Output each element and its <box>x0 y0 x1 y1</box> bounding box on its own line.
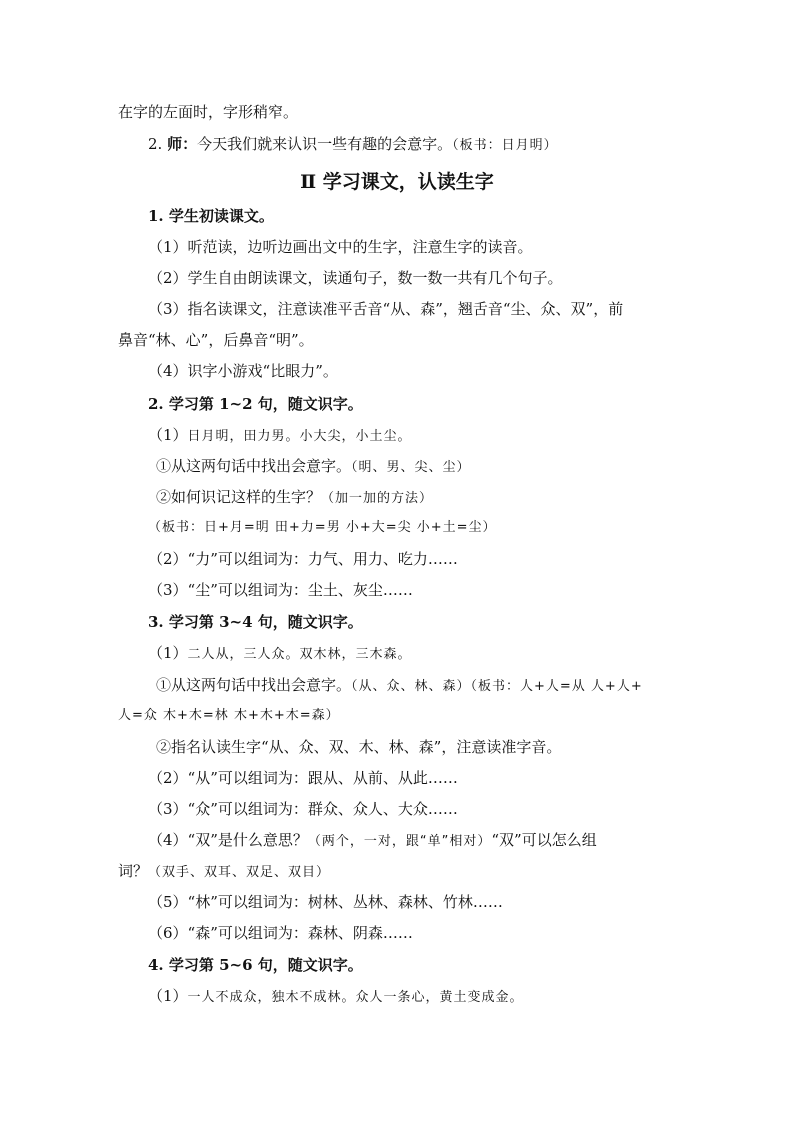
paragraph-line <box>156 487 794 509</box>
paragraph-line: （1）听范读，边听边画出文中的生字，注意生字的读音。 <box>148 238 533 256</box>
paragraph-line <box>148 643 794 665</box>
paragraph-line <box>118 102 794 122</box>
paragraph-line: （3）指名读课文，注意读准平舌音“从、森”，翘舌音“尘、众、双”，前 <box>148 300 624 318</box>
paragraph-line: （2）学生自由朗读课文，读通句子，数一数一共有几个句子。 <box>148 269 563 287</box>
paragraph-line: （2）“力”可以组词为：力气、用力、吃力…… <box>148 550 458 568</box>
paragraph-line: （3）“尘”可以组词为：尘土、灰尘…… <box>148 581 413 599</box>
list-number: 2. <box>148 135 168 153</box>
text: ②如何识记这样的生字？ <box>156 488 322 506</box>
paragraph-line: （2）“从”可以组词为：跟从、从前、从此…… <box>148 769 458 787</box>
text: 今天我们就来认识一些有趣的会意字。 <box>197 135 453 153</box>
paragraph-line: （5）“林”可以组词为：树林、丛林、森林、竹林…… <box>148 893 503 911</box>
answer-note: （两个，一对，跟“单”相对） <box>307 834 492 849</box>
paragraph-line: 鼻音“林、心”，后鼻音“明”。 <box>118 331 314 349</box>
text: （1） <box>148 426 188 444</box>
text: 在字的左面时，字形稍窄。 <box>118 103 299 121</box>
step-heading: 1. 学生初读课文。 <box>148 207 274 225</box>
answer-note: （双手、双耳、双足、双目） <box>148 865 331 880</box>
paragraph-line <box>156 675 794 697</box>
step-heading: 4. 学习第 5~6 句，随文识字。 <box>148 956 363 974</box>
answer-note: （加一加的方法） <box>321 491 434 506</box>
paragraph-line <box>148 134 794 156</box>
text: ①从这两句话中找出会意字。 <box>156 457 352 475</box>
paragraph-line: （6）“森”可以组词为：森林、阴森…… <box>148 924 413 942</box>
verse-text: 二人从，三人众。双木林，三木森。 <box>187 647 412 662</box>
answer-note: （从、众、林、森）（板书：人+人=从 人+人+ <box>351 679 643 694</box>
board-note: （板书：日月明） <box>452 138 558 153</box>
text: （4）“双”是什么意思？ <box>148 831 308 849</box>
board-note: （板书：日+月=明 田+力=男 小+大=尖 小+土=尘） <box>148 520 497 535</box>
paragraph-line <box>156 456 794 478</box>
text: 词？ <box>118 862 149 880</box>
paragraph-line: ②指名认读生字“从、众、双、木、林、森”，注意读准字音。 <box>156 738 562 756</box>
text: （1） <box>148 987 188 1005</box>
paragraph-line: （3）“众”可以组词为：群众、众人、大众…… <box>148 800 458 818</box>
speaker-label: 师： <box>167 135 198 153</box>
paragraph-line <box>148 830 794 852</box>
paragraph-line <box>118 861 794 883</box>
verse-text: 日月明，田力男。小大尖，小土尘。 <box>187 429 412 444</box>
verse-text: 一人不成众，独木不成林。众人一条心，黄土变成金。 <box>187 990 524 1005</box>
text: ①从这两句话中找出会意字。 <box>156 676 352 694</box>
text: （1） <box>148 644 188 662</box>
paragraph-line <box>148 425 794 447</box>
answer-note: （明、男、尖、尘） <box>351 460 471 475</box>
paragraph-line: （4）识字小游戏“比眼力”。 <box>148 362 338 380</box>
text: “双”可以怎么组 <box>491 831 597 849</box>
paragraph-line <box>148 986 794 1008</box>
board-note: 人=众 木+木=林 木+木+木=森） <box>118 708 340 723</box>
section-heading: Ⅱ 学习课文，认读生字 <box>300 171 494 193</box>
step-heading: 2. 学习第 1~2 句，随文识字。 <box>148 395 363 413</box>
step-heading: 3. 学习第 3~4 句，随文识字。 <box>148 613 363 631</box>
